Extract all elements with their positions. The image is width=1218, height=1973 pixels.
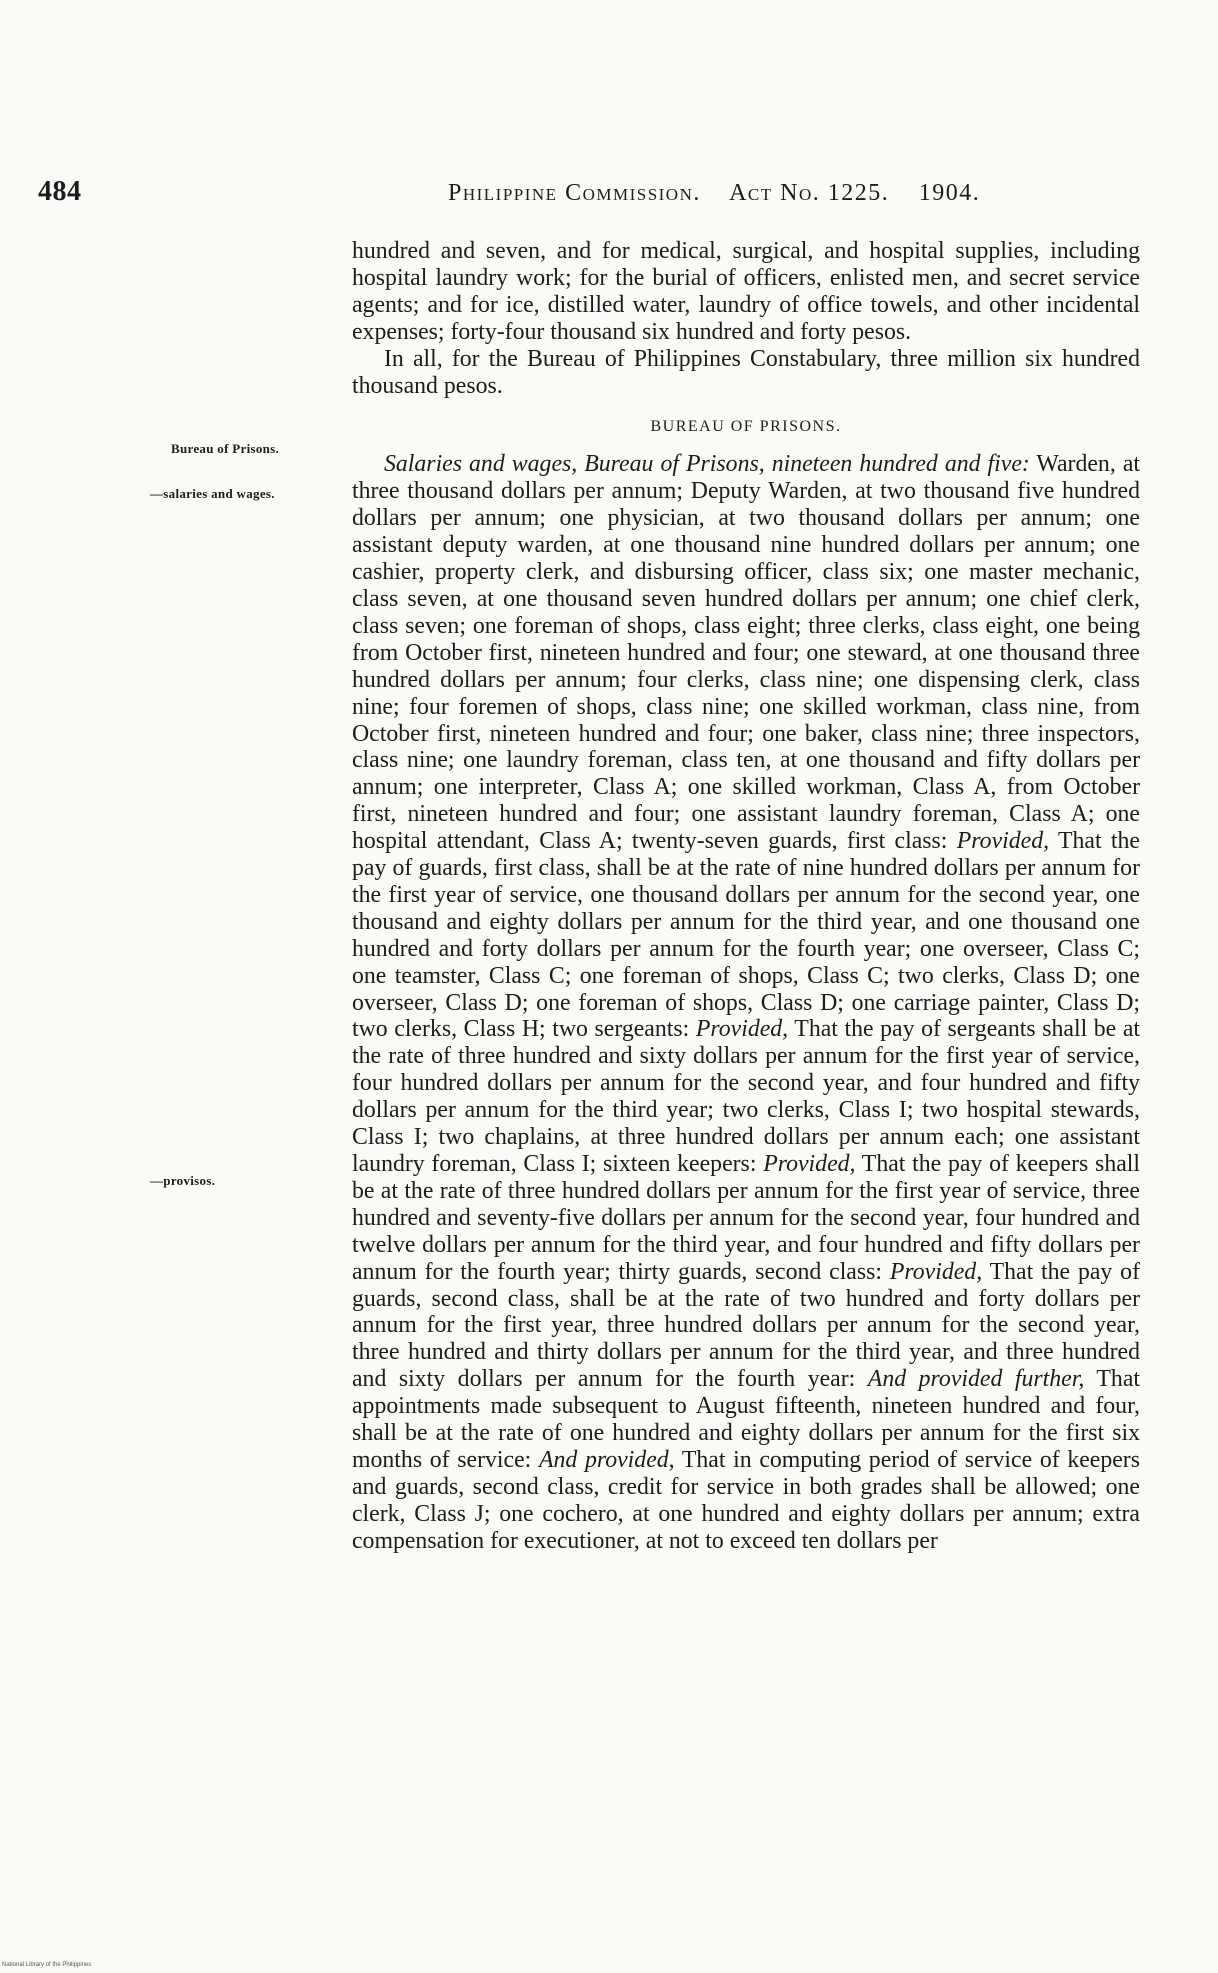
body-text (352, 238, 1140, 1555)
text-run: That appointments made subsequent to August fifteenth, nineteen hundred and four, shall be at the rate of one hundred and eighty dollars per annum for the first six months of service: (352, 1366, 1140, 1473)
proviso-marker: Provided, (889, 1258, 983, 1285)
proviso-marker: Provided, (695, 1016, 789, 1043)
paragraph-salaries-and-wages (352, 451, 1140, 1554)
text-run: That the pay of sergeants shall be at the rate of three hundred and sixty dollars per annum for the first year of service, four hundred dollars per annum for the second year, and four hundred and fifty dollars per annum for the third year; two clerks, Class I; two hospital stewards, Class I; two chaplains, at three hundred dollars per annum each; one assistant laundry foreman, Class I; sixteen keepers: (352, 1016, 1141, 1177)
text-run: That in computing period of service of keepers and guards, second class, credit for service in both grades shall be allowed; one clerk, Class J; one cochero, at one hundred and eighty dollars per annum; extra compensation for executioner, at not to exceed ten dollars per (352, 1446, 1140, 1554)
paragraph-constabulary-total: In all, for the Bureau of Philippines Constabulary, three million six hundred thousand pesos. (352, 345, 1140, 399)
marginal-note-provisos: —provisos. (150, 1173, 216, 1188)
text-run: That the pay of guards, first class, shall be at the rate of nine hundred dollars per annum for the first year of service, one thousand dollars per annum for the second year, one thousand and eighty dollars per annum for the third year, and one thousand one hundred and forty dollars per annum for the fourth year; one overseer, Class C; one teamster, Class C; one foreman of shops, Class C; two clerks, Class D; one overseer, Class D; one foreman of shops, Class D; one carriage painter, Class D; two clerks, Class H; two sergeants: (352, 828, 1140, 1043)
proviso-marker: Provided, (763, 1151, 856, 1177)
running-head-title: Philippine Commission. (448, 180, 701, 206)
scan-source-note: National Library of the Philippines (2, 1962, 92, 1968)
page-number: 484 (38, 176, 82, 207)
running-head (448, 180, 1088, 207)
running-head-year: 1904. (918, 180, 981, 206)
text-run: That the pay of keepers shall be at the rate of three hundred dollars per annum for the first year of service, three hundred and seventy-five dollars per annum for the second year, four hundred and twelve dollars per annum for the third year, and four hundred and fifty dollars per annum for the fourth year; thirty guards, second class: (352, 1151, 1140, 1285)
proviso-marker: Provided, (956, 828, 1050, 855)
proviso-marker: And provided, (538, 1446, 675, 1473)
text-run: Warden, at three thousand dollars per annum; Deputy Warden, at two thousand five hundred dollars per annum; one physician, at two thousand dollars per annum; one assistant deputy warden, at one thousand nine hundred dollars per annum; one cashier, property clerk, and disbursing officer, class six; one master mechanic, class seven, at one thousand seven hundred dollars per annum; one chief clerk, class seven; one foreman of shops, class eight; three clerks, class eight, one being from October first, nineteen hundred and four; one steward, at one thousand three hundred dollars per annum; four clerks, class nine; one dispensing clerk, class nine; four foremen of shops, class nine; one skilled workman, class nine, from October first, nineteen hundred and four; one baker, class nine; three inspectors, class nine; one laundry foreman, class ten, at one thousand and fifty dollars per annum; one interpreter, Class A; one skilled workman, Class A, from October first, nineteen hundred and four; one assistant laundry foreman, Class A; one hospital attendant, Class A; twenty-seven guards, first class: (352, 451, 1140, 855)
proviso-marker: And provided further, (867, 1366, 1085, 1393)
marginal-note-bureau: Bureau of Prisons. (171, 441, 280, 456)
text-run: That the pay of guards, second class, shall be at the rate of two hundred and forty dollars per annum for the first year, three hundred dollars per annum for the second year, three hundred and thirty dollars per annum for the third year, and three hundred and sixty dollars per annum for the fourth year: (352, 1258, 1140, 1393)
salaries-heading-italic: Salaries and wages, Bureau of Prisons, nineteen hundred and five: (384, 451, 1030, 478)
section-heading: BUREAU OF PRISONS. (650, 418, 842, 436)
paragraph-incidental-expenses: hundred and seven, and for medical, surgical, and hospital supplies, including hospital laundry work; for the burial of officers, enlisted men, and secret service agents; and for ice, distilled water, laundry of office towels, and other incidental expenses; forty-four thousand six hundred and forty pesos. (352, 238, 1140, 345)
running-head-act: Act No. 1225. (729, 180, 890, 206)
marginal-note-salaries: —salaries and wages. (150, 486, 275, 501)
